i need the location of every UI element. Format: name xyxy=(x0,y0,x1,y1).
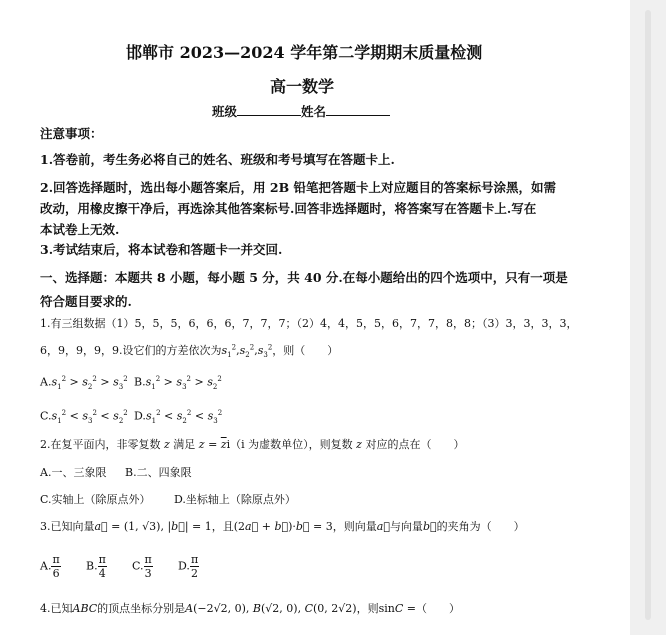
q2-option-d: D.坐标轴上（除原点外） xyxy=(174,493,296,506)
note-1: 1.答卷前，考生务必将自己的姓名、班级和考号填写在答题卡上. xyxy=(40,152,395,167)
viewer-scrollbar-thumb[interactable] xyxy=(645,10,651,620)
q1-option-d: $D.s_1^2 < s_2^2 < s_3^2$ xyxy=(134,409,223,425)
q2-option-c: C.实轴上（除原点外） xyxy=(40,493,151,506)
q2-stem: 2.在复平面内，非零复数 z 满足 $z = \overline{z}i(i$ 为虚数单位），则复数 z 对应的点在（ ） xyxy=(40,438,465,451)
note-2-line-2: 改动，用橡皮擦干净后，再选涂其他答案标号.回答非选择题时，将答案写在答题卡上.写在 xyxy=(40,201,537,216)
exam-subject: 高一数学 xyxy=(270,77,335,96)
name-label: 姓名 xyxy=(301,104,327,119)
q1-option-a: $A.s_1^2 > s_2^2 > s_3^2$ xyxy=(40,375,128,391)
notes-heading: 注意事项： xyxy=(40,126,103,141)
name-blank xyxy=(326,105,390,116)
q1-option-c: $C.s_1^2 < s_3^2 < s_2^2$ xyxy=(40,409,128,425)
q4-stem: 4.已知ABC的顶点坐标分别是A(−2√2, 0), B(√2, 0), C(0, 2√2)，则sinC =（ ） xyxy=(40,602,460,615)
q1-stem-line-2: 6，9，9，9，9.设它们的方差依次为$s_1^2,s_2^2,s_3^2$，则（ ） xyxy=(40,343,339,360)
q2-option-b: B.二、四象限 xyxy=(125,466,192,479)
q2-option-a: A.一、三象限 xyxy=(40,466,107,479)
exam-title: 邯郸市 2023—2024 学年第二学期期末质量检测 xyxy=(126,43,483,62)
q1-option-b: $B.s_1^2 > s_3^2 > s_2^2$ xyxy=(134,375,222,391)
section-heading-line-2: 符合题目要求的. xyxy=(40,294,132,309)
q1-stem-line-1: 1.有三组数据（1）5，5，5，6，6，6，7，7，7；（2）4，4，5，5，6，7，7，8，8；（3）3，3，3，3， xyxy=(40,317,578,330)
q3-option-c: C. $\frac{\pi}{3}$ xyxy=(132,553,152,580)
section-heading-line-1: 一、选择题：本题共 8 小题，每小题 5 分，共 40 分.在每小题给出的四个选项中，只有一项是 xyxy=(40,270,568,285)
student-info-line xyxy=(212,102,390,120)
note-3: 3.考试结束后，将本试卷和答题卡一并交回. xyxy=(40,242,283,257)
class-label: 班级 xyxy=(212,104,238,119)
class-blank xyxy=(237,105,301,116)
q3-option-d: D. $\frac{\pi}{2}$ xyxy=(178,553,199,580)
q3-option-b: B. $\frac{\pi}{4}$ xyxy=(86,553,106,580)
q3-option-a: A. $\frac{\pi}{6}$ xyxy=(40,553,60,580)
q3-stem: 3.已知向量a⃗ = (1, √3), |b⃗| = 1，且(2a⃗ + b⃗)·b⃗ = 3，则向量a⃗与向量b⃗的夹角为（ ） xyxy=(40,520,525,533)
note-2-line-3: 本试卷上无效. xyxy=(40,222,120,237)
note-2-line-1: 2.回答选择题时，选出每小题答案后，用 2B 铅笔把答题卡上对应题目的答案标号涂黑，如需 xyxy=(40,180,557,195)
